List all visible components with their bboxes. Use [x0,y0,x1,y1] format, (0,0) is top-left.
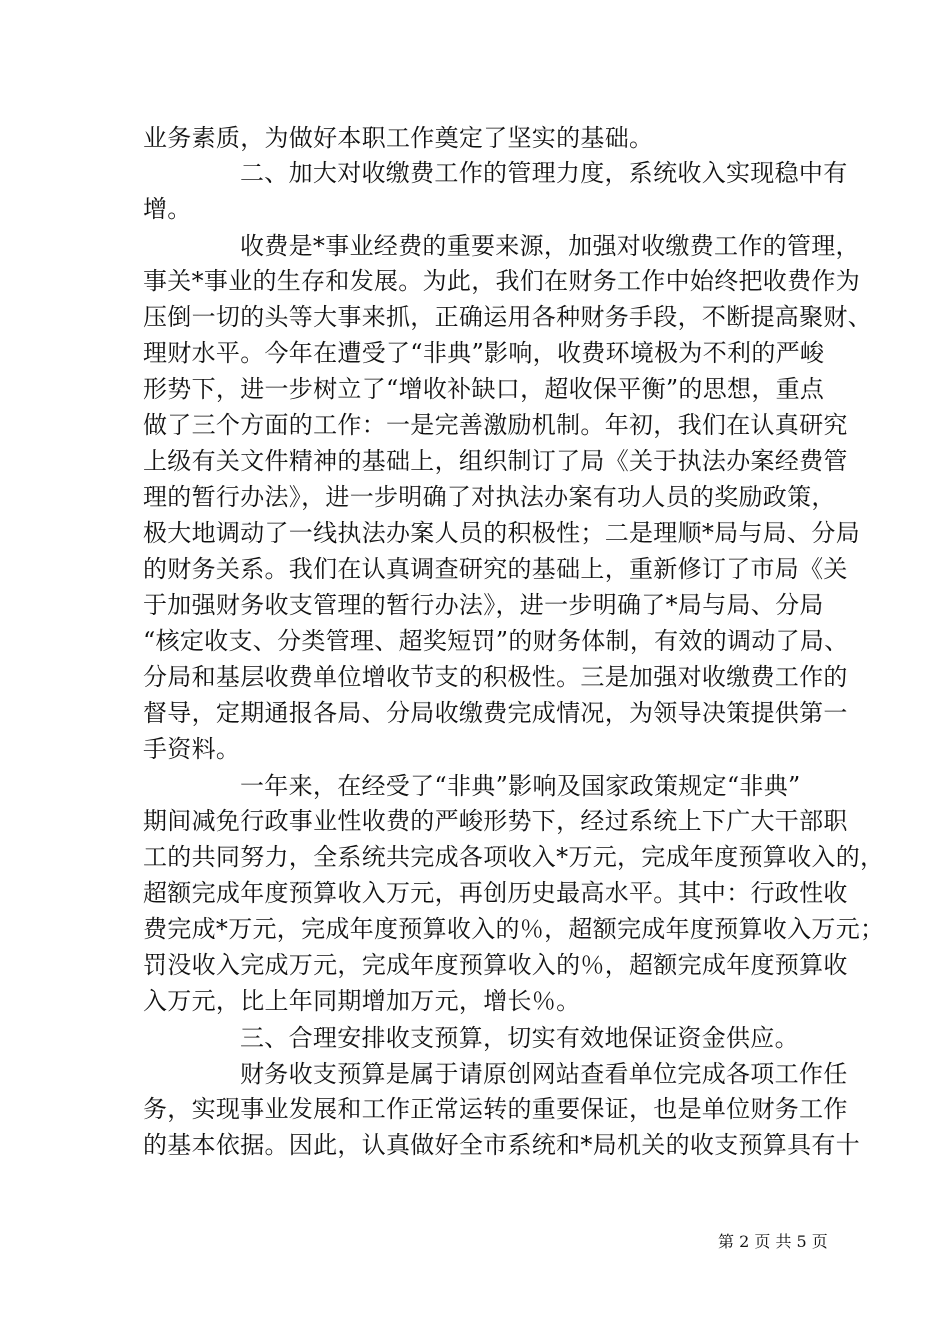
body-line-14: 于加强财务收支管理的暂行办法》，进一步明确了*局与局、分局 [143,591,824,619]
body-line-24: 罚没收入完成万元，完成年度预算收入的％，超额完成年度预算收 [143,951,848,979]
body-line-21: 工的共同努力，全系统共完成各项收入*万元，完成年度预算收入的， [143,843,885,871]
body-line-7: 理财水平。今年在遭受了“非典”影响，收费环境极为不利的严峻 [143,339,825,367]
body-line-15: “核定收支、分类管理、超奖短罚”的财务体制，有效的调动了局、 [143,627,849,655]
page-number: 第 2 页 共 5 页 [718,1232,828,1251]
body-line-22: 超额完成年度预算收入万元，再创历史最高水平。其中：行政性收 [143,879,848,907]
body-line-18: 手资料。 [143,735,241,763]
body-line-8: 形势下，进一步树立了“增收补缺口，超收保平衡”的思想，重点 [143,375,825,403]
body-line-25: 入万元，比上年同期增加万元，增长％。 [143,987,581,1015]
body-line-5: 事关*事业的生存和发展。为此，我们在财务工作中始终把收费作为 [143,267,860,295]
body-line-10: 上级有关文件精神的基础上，组织制订了局《关于执法办案经费管 [143,447,848,475]
section-heading-3: 三、合理安排收支预算，切实有效地保证资金供应。 [240,1024,799,1052]
body-line-4: 收费是*事业经费的重要来源，加强对收缴费工作的管理， [240,232,860,260]
body-line-16: 分局和基层收费单位增收节支的积极性。三是加强对收缴费工作的 [143,663,848,691]
body-line-29: 的基本依据。因此，认真做好全市系统和*局机关的收支预算具有十 [143,1131,860,1159]
body-line-17: 督导，定期通报各局、分局收缴费完成情况，为领导决策提供第一 [143,699,848,727]
body-line-20: 期间减免行政事业性收费的严峻形势下，经过系统上下广大干部职 [143,807,848,835]
body-line-13: 的财务关系。我们在认真调查研究的基础上，重新修订了市局《关 [143,555,848,583]
body-line-27: 财务收支预算是属于请原创网站查看单位完成各项工作任 [240,1060,848,1088]
section-heading-2-line-2: 增。 [143,195,192,223]
body-line-6: 压倒一切的头等大事来抓，正确运用各种财务手段，不断提高聚财、 [143,303,872,331]
body-line-1: 业务素质，为做好本职工作奠定了坚实的基础。 [143,124,654,152]
body-line-11: 理的暂行办法》，进一步明确了对执法办案有功人员的奖励政策， [143,483,836,511]
body-line-12: 极大地调动了一线执法办案人员的积极性；二是理顺*局与局、分局 [143,519,860,547]
section-heading-2-line-1: 二、加大对收缴费工作的管理力度，系统收入实现稳中有 [240,159,848,187]
body-line-28: 务，实现事业发展和工作正常运转的重要保证，也是单位财务工作 [143,1095,848,1123]
body-line-23: 费完成*万元，完成年度预算收入的％，超额完成年度预算收入万元； [143,915,885,943]
body-line-19: 一年来，在经受了“非典”影响及国家政策规定“非典” [240,772,801,800]
body-line-9: 做了三个方面的工作：一是完善激励机制。年初，我们在认真研究 [143,411,848,439]
